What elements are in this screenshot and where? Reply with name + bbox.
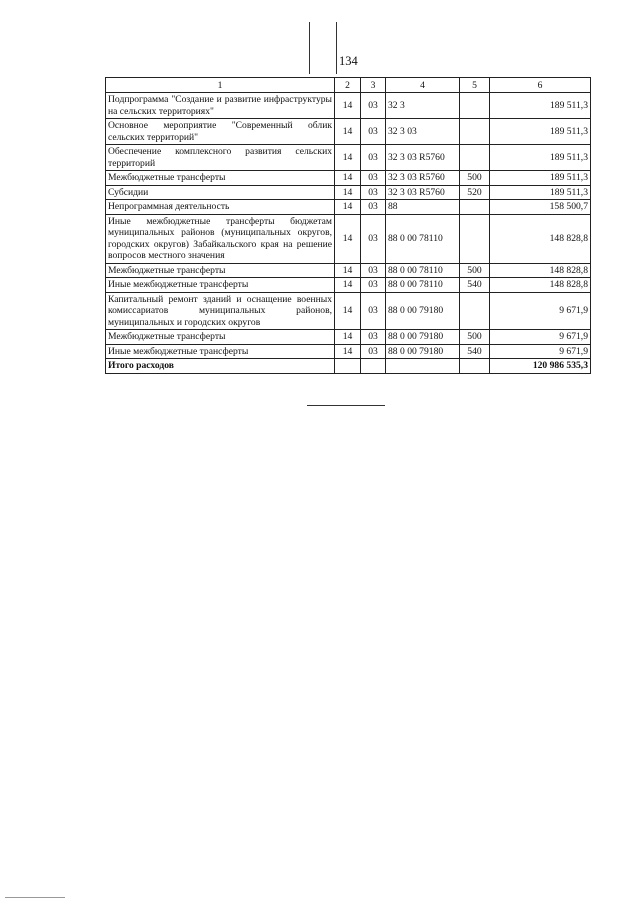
table-cell-empty [460, 359, 490, 374]
table-row [106, 292, 591, 330]
table-row [106, 278, 591, 293]
table-cell-c2: 14 [335, 145, 361, 171]
column-header: 3 [361, 78, 386, 93]
table-cell-name: Субсидии [106, 185, 335, 200]
table-cell-c4: 88 [386, 200, 460, 215]
table-cell-c6: 189 511,3 [490, 119, 591, 145]
table-row [106, 185, 591, 200]
table-cell-c2: 14 [335, 330, 361, 345]
table-cell-c3: 03 [361, 263, 386, 278]
table-cell-c3: 03 [361, 119, 386, 145]
total-amount: 120 986 535,3 [490, 359, 591, 374]
table-cell-c4: 88 0 00 78110 [386, 214, 460, 263]
table-cell-c3: 03 [361, 185, 386, 200]
table-cell-c2: 14 [335, 263, 361, 278]
table-cell-c6: 148 828,8 [490, 278, 591, 293]
table-row [106, 145, 591, 171]
table-cell-c2: 14 [335, 93, 361, 119]
binding-line [336, 22, 337, 74]
table-cell-name: Непрограммная деятельность [106, 200, 335, 215]
table-cell-name: Межбюджетные трансферты [106, 330, 335, 345]
table-cell-c3: 03 [361, 278, 386, 293]
table-cell-c3: 03 [361, 330, 386, 345]
table-cell-name: Основное мероприятие "Современный облик сельских территорий" [106, 119, 335, 145]
table-cell-c6: 148 828,8 [490, 263, 591, 278]
table-cell-c2: 14 [335, 278, 361, 293]
table-cell-c6: 189 511,3 [490, 145, 591, 171]
table-cell-empty [361, 359, 386, 374]
table-cell-name: Обеспечение комплексного развития сельских территорий [106, 145, 335, 171]
table-cell-c5: 520 [460, 185, 490, 200]
table-header-row [106, 78, 591, 93]
table-cell-name: Межбюджетные трансферты [106, 171, 335, 186]
table-cell-c5: 500 [460, 330, 490, 345]
table-row [106, 93, 591, 119]
table-cell-c3: 03 [361, 171, 386, 186]
table-cell-c3: 03 [361, 292, 386, 330]
table-cell-c5 [460, 200, 490, 215]
table-cell-c3: 03 [361, 214, 386, 263]
budget-table [105, 77, 591, 374]
table-cell-c4: 88 0 00 78110 [386, 263, 460, 278]
page-number: 134 [339, 54, 358, 68]
table-cell-c6: 148 828,8 [490, 214, 591, 263]
table-cell-c2: 14 [335, 214, 361, 263]
table-cell-c5 [460, 93, 490, 119]
table-cell-c4: 88 0 00 79180 [386, 292, 460, 330]
table-cell-c4: 32 3 03 R5760 [386, 171, 460, 186]
table-cell-c2: 14 [335, 292, 361, 330]
total-row [106, 359, 591, 374]
table-cell-c6: 9 671,9 [490, 330, 591, 345]
table-cell-c2: 14 [335, 171, 361, 186]
table-cell-c4: 32 3 03 R5760 [386, 145, 460, 171]
table-row [106, 344, 591, 359]
table-cell-c3: 03 [361, 93, 386, 119]
table-cell-c6: 9 671,9 [490, 292, 591, 330]
column-header: 6 [490, 78, 591, 93]
table-cell-c4: 88 0 00 78110 [386, 278, 460, 293]
column-header: 4 [386, 78, 460, 93]
table-cell-c4: 32 3 03 R5760 [386, 185, 460, 200]
table-cell-empty [386, 359, 460, 374]
table-cell-name: Иные межбюджетные трансферты [106, 344, 335, 359]
table-cell-c5 [460, 214, 490, 263]
table-cell-c2: 14 [335, 185, 361, 200]
table-row [106, 263, 591, 278]
table-cell-c6: 158 500,7 [490, 200, 591, 215]
table-cell-c3: 03 [361, 200, 386, 215]
table-cell-c3: 03 [361, 344, 386, 359]
table-row [106, 171, 591, 186]
table-cell-c2: 14 [335, 119, 361, 145]
table-row [106, 330, 591, 345]
table-cell-name: Подпрограмма "Создание и развитие инфраструктуры на сельских территориях" [106, 93, 335, 119]
table-cell-name: Капитальный ремонт зданий и оснащение военных комиссариатов муниципальных районов, муниципальных и городских округов [106, 292, 335, 330]
column-header: 2 [335, 78, 361, 93]
table-cell-c2: 14 [335, 200, 361, 215]
table-cell-c6: 189 511,3 [490, 171, 591, 186]
table-cell-c5 [460, 119, 490, 145]
table-cell-name: Межбюджетные трансферты [106, 263, 335, 278]
scan-mark [5, 897, 65, 898]
table-cell-c5 [460, 292, 490, 330]
column-header: 1 [106, 78, 335, 93]
table-row [106, 214, 591, 263]
table-cell-c5: 500 [460, 263, 490, 278]
total-label: Итого расходов [106, 359, 335, 374]
table-cell-c5: 540 [460, 278, 490, 293]
table-cell-c6: 189 511,3 [490, 185, 591, 200]
binding-line [309, 22, 310, 74]
table-cell-c6: 9 671,9 [490, 344, 591, 359]
table-row [106, 200, 591, 215]
table-cell-c4: 88 0 00 79180 [386, 344, 460, 359]
table-cell-name: Иные межбюджетные трансферты [106, 278, 335, 293]
table-cell-c2: 14 [335, 344, 361, 359]
table-cell-c5: 500 [460, 171, 490, 186]
table-cell-empty [335, 359, 361, 374]
table-cell-c6: 189 511,3 [490, 93, 591, 119]
table-cell-c3: 03 [361, 145, 386, 171]
column-header: 5 [460, 78, 490, 93]
end-rule [307, 405, 385, 406]
table-cell-c4: 32 3 03 [386, 119, 460, 145]
table-cell-c5: 540 [460, 344, 490, 359]
table-cell-name: Иные межбюджетные трансферты бюджетам муниципальных районов (муниципальных округов, городских округов) Забайкальского края на решение вопросов местного значения [106, 214, 335, 263]
table-cell-c5 [460, 145, 490, 171]
table-cell-c4: 88 0 00 79180 [386, 330, 460, 345]
table-row [106, 119, 591, 145]
table-cell-c4: 32 3 [386, 93, 460, 119]
